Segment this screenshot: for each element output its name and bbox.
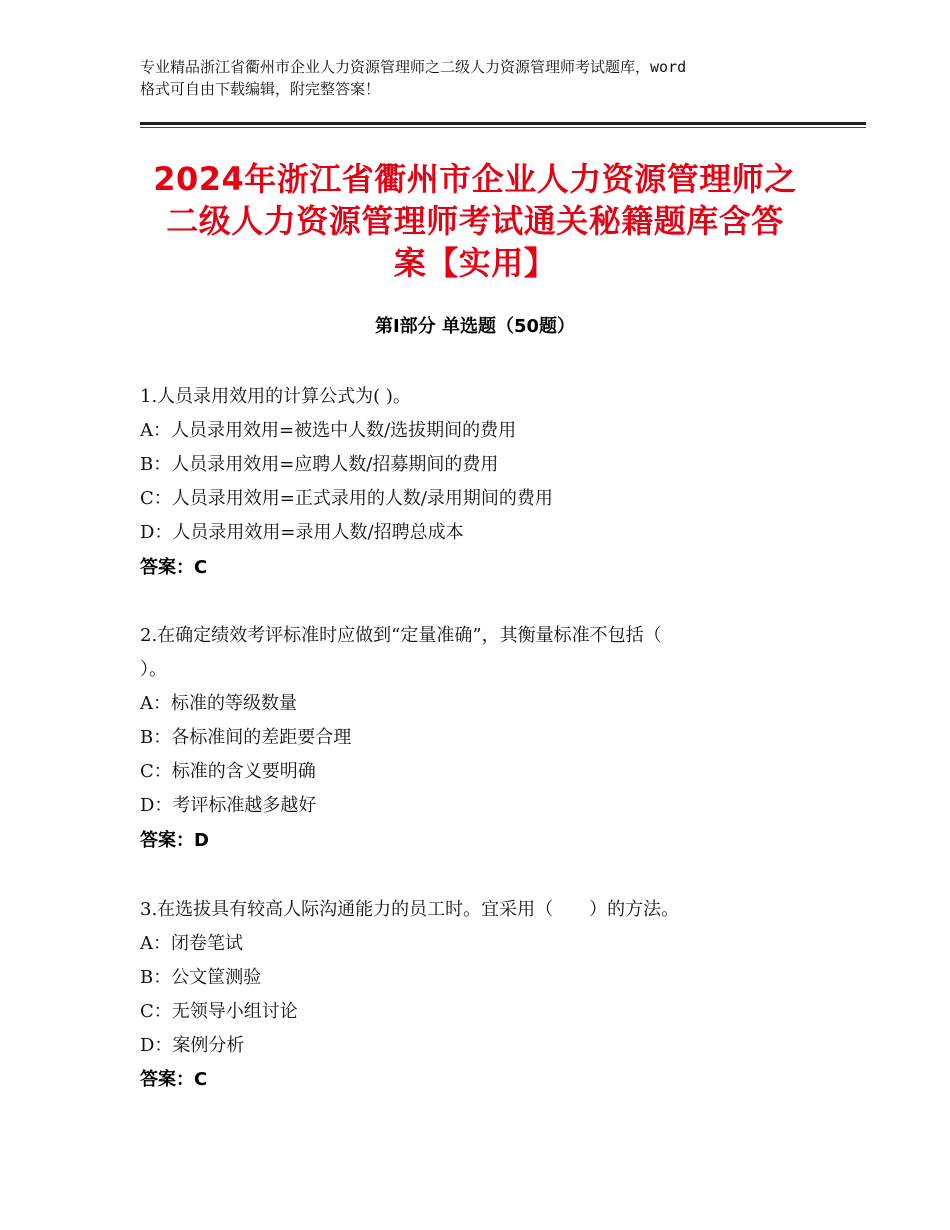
option-b: B：人员录用效用=应聘人数/招募期间的费用 [140, 454, 499, 475]
question-stem-cont: ）。 [140, 659, 167, 680]
option-b: B：公文筐测验 [140, 967, 262, 988]
option-d: D：案例分析 [140, 1035, 245, 1056]
option-c: C：标准的含义要明确 [140, 761, 316, 782]
option-d: D：考评标准越多越好 [140, 795, 317, 816]
header-note [140, 56, 820, 100]
header-note-line: 专业精品浙江省衢州市企业人力资源管理师之二级人力资源管理师考试题库，word [140, 58, 687, 76]
option-c: C：人员录用效用=正式录用的人数/录用期间的费用 [140, 488, 553, 509]
answer-label: 答案：D [140, 830, 209, 851]
answer-label: 答案：C [140, 557, 208, 578]
option-b: B：各标准间的差距要合理 [140, 727, 352, 748]
question-stem: 3.在选拔具有较高人际沟通能力的员工时。宜采用（ ）的方法。 [140, 899, 680, 920]
section-heading: 第Ⅰ部分 单选题（50题） [374, 316, 575, 337]
title-line: 案【实用】 [393, 244, 557, 282]
option-d: D：人员录用效用=录用人数/招聘总成本 [140, 522, 464, 543]
header-divider-thin [140, 127, 866, 128]
option-a: A：人员录用效用=被选中人数/选拔期间的费用 [140, 420, 517, 441]
document-title [100, 158, 850, 284]
question-stem: 1.人员录用效用的计算公式为( )。 [140, 386, 411, 407]
option-c: C：无领导小组讨论 [140, 1001, 298, 1022]
option-a: A：标准的等级数量 [140, 693, 297, 714]
question-stem: 2.在确定绩效考评标准时应做到“定量准确”，其衡量标准不包括（ [140, 625, 662, 646]
header-divider [140, 122, 866, 125]
answer-label: 答案：C [140, 1069, 208, 1090]
header-note-line: 格式可自由下载编辑，附完整答案！ [140, 80, 381, 98]
title-line: 2024年浙江省衢州市企业人力资源管理师之 [153, 160, 797, 198]
option-a: A：闭卷笔试 [140, 933, 243, 954]
title-line: 二级人力资源管理师考试通关秘籍题库含答 [166, 202, 784, 240]
